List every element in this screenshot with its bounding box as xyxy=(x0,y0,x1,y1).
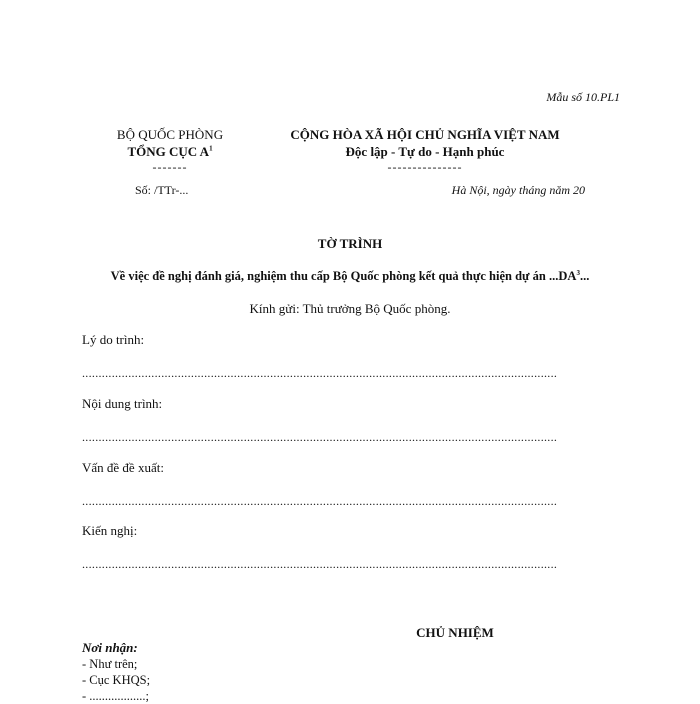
department-footnote: 1 xyxy=(209,144,213,153)
recipients-title: Nơi nhận: xyxy=(82,640,138,655)
department-name xyxy=(90,144,250,160)
recommendation-dotted-line: ................................................................................................................................................ xyxy=(82,557,558,571)
proposal-label: Vấn đề đề xuất: xyxy=(82,460,164,475)
content-label: Nội dung trình: xyxy=(82,396,163,411)
proposal-dotted-line: ................................................................................................................................................ xyxy=(82,494,558,508)
country-name: CỘNG HÒA XÃ HỘI CHỦ NGHĨA VIỆT NAM xyxy=(290,127,560,142)
department-label: TỔNG CỤC A xyxy=(127,144,210,159)
document-number: Số: /TTr-... xyxy=(135,183,189,197)
place-date: Hà Nội, ngày tháng năm 20 xyxy=(451,183,585,197)
national-motto: Độc lập - Tự do - Hạnh phúc xyxy=(345,144,505,159)
subject-footnote: 3 xyxy=(576,268,580,277)
recipient-item: - Như trên; xyxy=(82,657,138,671)
ministry-name: BỘ QUỐC PHÒNG xyxy=(116,127,224,142)
recipient-item: - ..................; xyxy=(82,689,150,703)
document-title: TỜ TRÌNH xyxy=(317,236,383,251)
reason-label: Lý do trình: xyxy=(82,332,145,347)
subject-suffix: ... xyxy=(579,269,590,283)
document-subject xyxy=(0,269,700,284)
form-number: Mẫu số 10.PL1 xyxy=(546,90,620,104)
recipient-item: - Cục KHQS; xyxy=(82,673,151,687)
right-separator: --------------- xyxy=(387,160,463,174)
recipient-line: Kính gửi: Thủ trưởng Bộ Quốc phòng. xyxy=(249,301,451,316)
left-separator: ------- xyxy=(152,160,188,174)
signature-title: CHỦ NHIỆM xyxy=(416,625,494,640)
reason-dotted-line: ................................................................................................................................................ xyxy=(82,366,558,380)
recommendation-label: Kiến nghị: xyxy=(82,523,138,538)
subject-text: Về việc đề nghị đánh giá, nghiệm thu cấp Bộ Quốc phòng kết quả thực hiện dự án ...DA xyxy=(110,269,577,283)
content-dotted-line: ................................................................................................................................................ xyxy=(82,430,558,444)
